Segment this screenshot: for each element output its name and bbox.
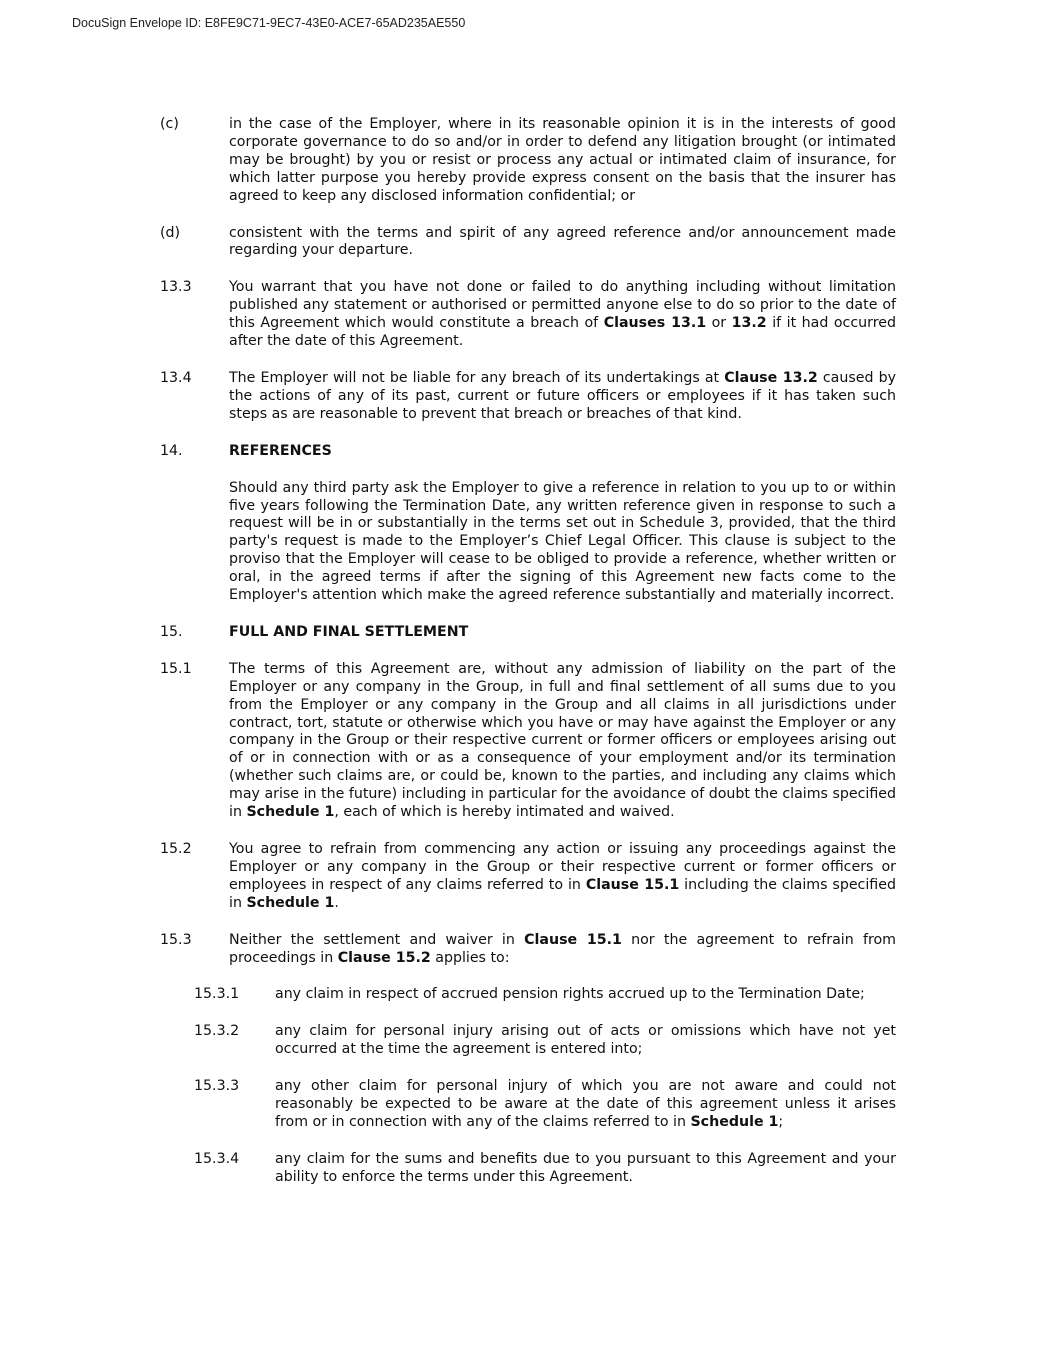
clause-text: consistent with the terms and spirit of any agreed reference and/or announcement made regarding your departure. <box>229 224 896 259</box>
text-run: or <box>706 315 732 332</box>
text-run: . <box>334 894 339 911</box>
clause-reference: Clause 15.1 <box>524 931 622 948</box>
text-run: including the claims specified in <box>229 876 896 911</box>
clause-text <box>229 841 896 913</box>
section-14-body <box>160 480 896 605</box>
clause-number: 15.3.2 <box>194 1023 240 1040</box>
text-run: You warrant that you have not done or failed to do anything including without limitation published any statement or authorised or permitted anyone else to do so prior to the date of this Agreement which would constitute a breach of <box>229 279 896 332</box>
clause-text: any claim for personal injury arising out of acts or omissions which have not yet occurred at the time the agreement is entered into; <box>275 1023 896 1058</box>
text-run: caused by the actions of any of its past, current or future officers or employees if it has taken such steps as are reasonable to prevent that breach or breaches of that kind. <box>229 369 896 422</box>
clause-15-3-1 <box>160 986 896 1004</box>
text-run: nor the agreement to refrain from proceedings in <box>229 931 896 966</box>
clause-text: any claim for the sums and benefits due to you pursuant to this Agreement and your ability to enforce the terms under this Agreement. <box>275 1150 896 1185</box>
section-number: 14. <box>160 442 183 459</box>
section-14-heading <box>160 443 896 461</box>
clause-reference: Clauses 13.1 <box>603 315 707 332</box>
clause-c <box>160 116 896 206</box>
clause-number: 15.2 <box>160 841 192 857</box>
clause-15-3-4 <box>160 1151 896 1187</box>
clause-number: 13.4 <box>160 369 192 386</box>
clause-text <box>229 279 896 351</box>
clause-reference: Clause 15.1 <box>585 876 680 893</box>
clause-text <box>229 932 896 968</box>
text-run: Neither the settlement and waiver in <box>229 931 525 948</box>
clause-number: 15.3.1 <box>194 986 240 1003</box>
clause-text: Should any third party ask the Employer to give a reference in relation to you up to or within five years following the Termination Date, any written reference given in response to such a request will be in or substantially in the terms set out in Schedule 3, provided, that the third party's request is made to the Employer’s Chief Legal Officer. This clause is subject to the proviso that the Employer will cease to be obliged to provide a reference, whether written or oral, in the agreed terms if after the signing of this Agreement new facts come to the Employer's attention which make the agreed reference substantially and materially incorrect. <box>229 479 896 604</box>
text-run: if it had occurred after the date of this Agreement. <box>229 315 896 350</box>
text-run: applies to: <box>430 949 510 966</box>
clause-number: 15.3 <box>160 931 192 948</box>
document-body <box>160 116 896 1206</box>
clause-text <box>229 661 896 822</box>
text-run: , each of which is hereby intimated and waived. <box>334 804 675 821</box>
clause-text: in the case of the Employer, where in its reasonable opinion it is in the interests of good corporate governance to do so and/or in order to defend any litigation brought (or intimated may be brought) by you or resist or process any actual or intimated claim of insurance, for which latter purpose you hereby provide express consent on the basis that the insurer has agreed to keep any disclosed information confidential; or <box>229 116 896 204</box>
docusign-envelope-id: DocuSign Envelope ID: E8FE9C71-9EC7-43E0-ACE7-65AD235AE550 <box>72 16 466 30</box>
clause-reference: Clause 15.2 <box>337 949 431 966</box>
clause-13-4 <box>160 370 896 424</box>
clause-text <box>229 370 896 424</box>
clause-15-3 <box>160 932 896 968</box>
clause-text: any claim in respect of accrued pension rights accrued up to the Termination Date; <box>275 986 865 1003</box>
clause-d <box>160 225 896 261</box>
clause-number: 13.3 <box>160 279 192 296</box>
clause-text <box>275 1078 896 1132</box>
clause-number: 15.1 <box>160 660 192 677</box>
clause-reference: Schedule 1 <box>690 1113 779 1130</box>
clause-15-2 <box>160 841 896 913</box>
clause-number: (d) <box>160 224 181 241</box>
section-number: 15. <box>160 623 183 640</box>
text-run: You agree to refrain from commencing any action or issuing any proceedings against the Employer or any company in the Group or their respective current or former officers or employees in respect of any claims referred to in <box>229 841 896 893</box>
clause-number: (c) <box>160 116 179 132</box>
section-title: FULL AND FINAL SETTLEMENT <box>229 623 469 640</box>
section-title: REFERENCES <box>229 442 332 459</box>
clause-number: 15.3.3 <box>194 1078 240 1095</box>
text-run: The Employer will not be liable for any breach of its undertakings at <box>229 369 725 386</box>
clause-number: 15.3.4 <box>194 1150 240 1167</box>
clause-reference: Schedule 1 <box>246 804 335 821</box>
clause-15-1 <box>160 661 896 822</box>
clause-15-3-2 <box>160 1023 896 1059</box>
clause-reference: 13.2 <box>731 315 767 332</box>
text-run: ; <box>778 1113 784 1130</box>
text-run: any other claim for personal injury of which you are not aware and could not reasonably be expected to be aware at the date of this agreement unless it arises from or in connection with any of the claims referred to in <box>275 1078 896 1130</box>
section-15-heading <box>160 624 896 642</box>
clause-reference: Clause 13.2 <box>724 369 818 386</box>
clause-reference: Schedule 1 <box>246 894 335 911</box>
text-run: The terms of this Agreement are, without any admission of liability on the part of the Employer or any company in the Group, in full and final settlement of all sums due to you from the Employer or any company in the Group and all claims in all jurisdictions under contract, tort, statute or otherwise which you have or may have against the Employer or any company in the Group or their respective current or former officers or employees arising out of or in connection with or as a consequence of your employment and/or its termination (whether such claims are, or could be, known to the parties, and including any claims which may arise in the future) including in particular for the avoidance of doubt the claims specified in <box>229 660 896 821</box>
clause-13-3 <box>160 279 896 351</box>
clause-15-3-3 <box>160 1078 896 1132</box>
